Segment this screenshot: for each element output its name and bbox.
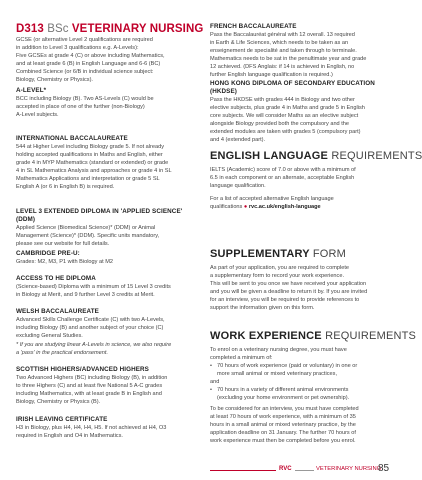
footer-brand: RVC	[276, 466, 295, 472]
welsh-heading: WELSH BACCALAUREATE	[16, 308, 99, 315]
a-level-heading: A-LEVEL*	[16, 87, 47, 94]
hkdse-heading: HONG KONG DIPLOMA OF SECONDARY EDUCATION (HKDSE)	[210, 80, 375, 95]
pre-u-section	[16, 250, 198, 266]
irish-text: H3 in Biology, plus H4, H4, H4, H5. If not achieved at H4, O3 required in English and O4 in Mathematics.	[16, 425, 167, 439]
a-level-text: BCC including Biology (B). Two AS-Levels (C) would be accepted in place of one of the further (non-Biology) A-Level subjects.	[16, 96, 154, 118]
welsh-text: Advanced Skills Challenge Certificate (C) with two A-Levels, including Biology (B) and another subject of your choice (C) excluding General Studies.	[16, 317, 165, 339]
irish-section	[16, 416, 198, 440]
ib-section	[16, 135, 198, 191]
supplementary-section	[210, 264, 392, 312]
english-heading-light: REQUIREMENTS	[331, 150, 422, 162]
supplementary-text: As part of your application, you are required to complete a supplementary form to record your work experience. This will be sent to you once we have received your application and you will be given a deadline to return it by. If you are invited for an interview, you will be required to provide references to support the information given on this form.	[210, 265, 368, 311]
irish-heading: IRISH LEAVING CERTIFICATE	[16, 416, 108, 423]
page-number: 85	[378, 463, 390, 474]
page-footer	[210, 464, 392, 480]
ib-heading: INTERNATIONAL BACCALAUREATE	[16, 135, 128, 142]
work-bullet-2	[210, 386, 392, 402]
btec-text: Applied Science (Biomedical Science)* (DDM) or Animal Management (Science)* (DDM). Specific units mandatory, please see our website for full details.	[16, 225, 160, 247]
footer-course-name: VETERINARY NURSING	[316, 466, 382, 472]
english-section	[210, 166, 392, 211]
work-and: and	[210, 379, 220, 385]
english-text: IELTS (Academic) score of 7.0 or above with a minimum of 6.5 in each component or an alternate, acceptable English language qualification.	[210, 167, 356, 189]
access-heading: ACCESS TO HE DIPLOMA	[16, 275, 96, 282]
work-bullet-1	[210, 362, 392, 378]
welsh-section	[16, 308, 198, 340]
pre-u-text: Grades: M2, M3, P1 with Biology at M2	[16, 259, 113, 265]
btec-heading: LEVEL 3 EXTENDED DIPLOMA IN 'APPLIED SCIENCE' (DDM)	[16, 208, 183, 223]
gcse-section	[16, 36, 198, 84]
work-heading-light: REQUIREMENTS	[325, 330, 417, 342]
work-bullet-2-text: 70 hours in a variety of different animal environments (excluding your home environment or pet ownership).	[217, 387, 350, 401]
bullet-icon: ●	[243, 204, 248, 210]
scottish-heading: SCOTTISH HIGHERS/ADVANCED HIGHERS	[16, 366, 149, 373]
a-level-section	[16, 87, 198, 119]
practical-footnote: * If you are studying linear A-Levels in science, we also require a 'pass' in the practical endorsement.	[16, 342, 172, 356]
access-text: (Science-based) Diploma with a minimum of 15 Level 3 credits in Biology at Merit, and 9 further Level 3 credits at Merit.	[16, 284, 171, 298]
supplementary-heading-bold: SUPPLEMENTARY	[210, 248, 310, 260]
course-name: VETERINARY NURSING	[71, 23, 204, 35]
supplementary-heading	[210, 248, 346, 260]
footnote-section	[16, 341, 198, 357]
gcse-text: GCSE (or alternative Level 2 qualifications are required in addition to Level 3 qualifications e.g. A-Levels): Five GCSEs at grade 4 (C) or above including Mathematics, and at least grade 6 (B) in English Language and 6-6 (BC) Combined Science (or 6/B in individual science subject: Biology, Chemistry or Physics).	[16, 37, 165, 83]
scottish-section	[16, 366, 198, 406]
work-heading	[210, 330, 416, 342]
access-section	[16, 275, 198, 299]
english-heading-bold: ENGLISH LANGUAGE	[210, 150, 329, 162]
btec-section	[16, 208, 198, 248]
page-title	[16, 23, 203, 35]
hkdse-text: Pass the HKDSE with grades 444 in Biology and two other elective subjects, plus grade 4 in Maths and grade 5 in English core subjects. We will consider Maths as an elective subject alongside Biology provided both the compulsory and the extended modules are taken with grades 5 (compulsory part) and 4 (extended part).	[210, 97, 365, 143]
ib-text: 544 at Higher Level including Biology grade 5. If not already holding accepted qualifications in Maths and English, either grade 4 in MYP Mathematics (standard or extended) or grade 4 in SL Mathematics Analysis and approaches or grade 4 in SL Mathematics Applications and interpretation or grade 5 SL English A (or 6 in English B) is required.	[16, 144, 172, 190]
scottish-text: Two Advanced Highers (BC) including Biology (B), in addition to three Highers (C) and at least five National 5 A-C grades including Mathematics, with at least grade B in English and Biology, Chemistry or Physics (B).	[16, 375, 168, 405]
bullet-icon: •	[210, 387, 212, 393]
english-list-label: For a list of accepted alternative English language qualifications	[210, 196, 334, 210]
english-heading	[210, 150, 422, 162]
english-language-link[interactable]: rvc.ac.uk/english-language	[248, 204, 321, 210]
pre-u-heading: CAMBRIDGE PRE-U:	[16, 250, 80, 257]
degree-label: BSc	[47, 23, 69, 35]
bullet-icon: •	[210, 363, 212, 369]
work-section	[210, 346, 392, 445]
hkdse-section	[210, 80, 392, 144]
work-outro: To be considered for an interview, you must have completed at least 70 hours of work experience, with a minimum of 35 hours in a small animal or mixed veterinary practice, by the application deadline on 31 January. The further 70 hours of work experience must then be completed before you enrol.	[210, 406, 359, 444]
french-text: Pass the Baccalauréat général with 12 overall. 13 required in Earth & Life Sciences, which needs to be taken as an enseignement de specialité and taken through to terminale. Mathematics needs to be sat in the penultimate year and grade 12 achieved. (DFS Anglais: if 14 is achieved in English, no further English language qualification is required.)	[210, 32, 367, 78]
french-heading: FRENCH BACCALAUREATE	[210, 23, 297, 30]
english-list-text	[210, 195, 392, 211]
supplementary-heading-light: FORM	[312, 248, 347, 260]
french-section	[210, 23, 392, 79]
course-code: D313	[16, 23, 44, 35]
work-bullet-1-text: 70 hours of work experience (paid or voluntary) in one or more small animal or mixed veterinary practices,	[217, 363, 358, 377]
work-heading-bold: WORK EXPERIENCE	[210, 330, 322, 342]
work-intro: To enrol on a veterinary nursing degree, you must have completed a minimum of:	[210, 347, 347, 361]
